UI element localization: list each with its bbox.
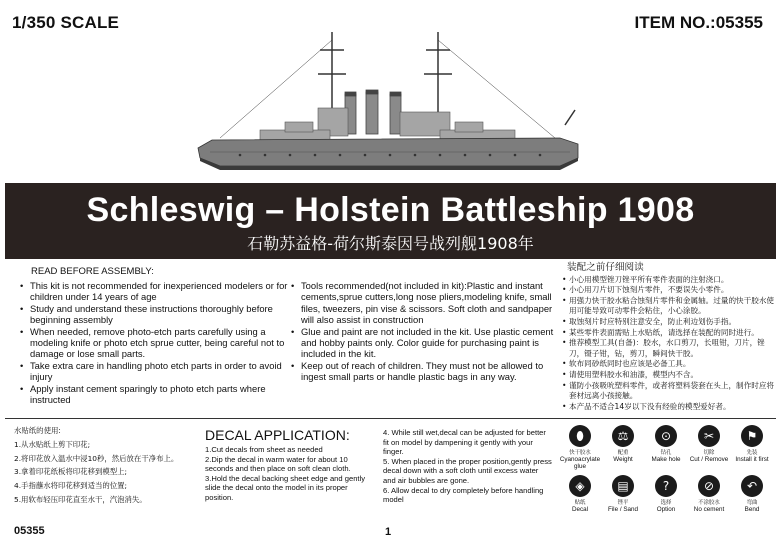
item-number: ITEM NO.:05355 xyxy=(634,13,763,32)
legend-cut xyxy=(687,425,731,463)
cement-icon: ⬮ xyxy=(569,425,591,447)
instruction-item: • Apply instant cement sparingly to photo etch parts where instructed xyxy=(18,383,288,406)
decal-step: 1.Cut decals from sheet as needed xyxy=(205,445,323,454)
legend-en: Option xyxy=(656,506,676,513)
read-before-header: READ BEFORE ASSEMBLY: xyxy=(31,266,154,277)
legend-cn: 贴纸 xyxy=(574,500,586,506)
chinese-notes-header: 装配之前仔细阅读 xyxy=(567,262,644,273)
decal-icon: ◈ xyxy=(569,475,591,497)
page-number: 1 xyxy=(385,526,392,538)
chinese-note-item: • 软布同砂纸同时也应该是必备工具。 xyxy=(561,359,779,370)
title-chinese: 石勒苏益格-荷尔斯泰因号战列舰1908年 xyxy=(247,234,534,253)
legend-weight xyxy=(601,425,645,463)
title-english: Schleswig – Holstein Battleship 1908 xyxy=(86,191,695,229)
instruction-item: • This kit is not recommended for inexperienced modelers or for children under 14 years of age xyxy=(18,280,288,303)
option-icon: ? xyxy=(655,475,677,497)
instruction-item: • Study and understand these instructions thoroughly before beginning assembly xyxy=(18,303,288,326)
decal-step: 6. Allow decal to dry completely before handling model xyxy=(383,485,544,505)
ship-hull xyxy=(198,138,578,170)
chinese-note-item: • 本产品不适合14岁以下没有经验的模型爱好者。 xyxy=(561,402,779,413)
legend-en: Cut / Remove xyxy=(689,456,729,463)
legend-file xyxy=(601,475,645,513)
chinese-note-item: • 小心用刀片切下蚀刻片零件，不要误失小零件。 xyxy=(561,285,779,296)
bend-icon: ↶ xyxy=(741,475,763,497)
legend-decal xyxy=(558,475,602,513)
legend-no-cement xyxy=(687,475,731,513)
weight-icon: ⚖ xyxy=(612,425,634,447)
file-icon: ▤ xyxy=(612,475,634,497)
legend-en: Cyanoacrylate glue xyxy=(559,456,601,470)
instruction-list-right xyxy=(289,280,557,383)
decal-step: 4. While still wet,decal can be adjusted for better fit on model by dampening it gently with your finger. xyxy=(383,428,546,457)
chinese-decal-step: 2.将印花放入温水中浸10秒，然后放在干净布上。 xyxy=(14,453,179,463)
legend-option xyxy=(644,475,688,513)
chinese-notes xyxy=(561,263,779,412)
chinese-note-item: • 用强力快干胶水粘合蚀刻片零件和金属轴。过量的快干胶水使用可能导致可动零件会粘住，小心涂胶。 xyxy=(561,296,779,317)
section-divider xyxy=(5,418,776,419)
chinese-note-item: • 请使用塑料胶水和油漆，模型内不含。 xyxy=(561,370,779,381)
instruction-item: • Glue and paint are not included in the kit. Use plastic cement and hobby paints only. Color guide for purchasing paint is included in the kit. xyxy=(289,326,557,360)
legend-cn: 切除 xyxy=(703,450,715,456)
symbol-legend xyxy=(558,425,776,520)
legend-en: Bend xyxy=(744,506,760,513)
chinese-note-item: • 推荐模型工具(自备)：胶水，水口剪刀，长咀钳，刀片，锉刀，镊子钳，钻，剪刀，瞬间快干胶。 xyxy=(561,338,779,359)
decal-step: 5. When placed in the proper position,gently press decal down with a soft cloth until excess water and air bubbles are gone. xyxy=(383,456,552,485)
legend-cn: 锉平 xyxy=(617,500,629,506)
scale-label: 1/350 SCALE xyxy=(12,13,120,32)
drill-icon: ⊙ xyxy=(655,425,677,447)
install-icon: ⚑ xyxy=(741,425,763,447)
instruction-item: • When needed, remove photo-etch parts carefully using a modeling knife or photo etch sprue cutter, being careful not to damage or lose small parts. xyxy=(18,326,288,360)
ship-funnels xyxy=(345,90,401,134)
legend-cn: 先装 xyxy=(746,450,758,456)
decal-steps-right xyxy=(383,428,553,505)
no-cement-icon: ⊘ xyxy=(698,475,720,497)
instruction-item: • Take extra care in handling photo etch parts in order to avoid injury xyxy=(18,360,288,383)
instruction-list-left xyxy=(18,280,288,405)
battleship-illustration xyxy=(0,30,781,185)
legend-en: Decal xyxy=(571,506,589,513)
decal-step: 2.Dip the decal in warm water for about 10 seconds and then place on soft clean cloth. xyxy=(205,454,351,474)
legend-en: No cement xyxy=(693,506,725,513)
instruction-item: • Tools recommended(not included in kit):Plastic and instant cements,sprue cutters,long nose pliers,modeling knife, small files, tweezers, pin vise & scissors. Soft cloth and sandpaper will also assist in construction xyxy=(289,280,557,326)
chinese-note-item: • 谨防小孩吸吮塑料零件，或者将塑料袋套在头上，制作时应将套材远离小孩接触。 xyxy=(561,381,779,402)
chinese-decal-header: 水贴纸的使用: xyxy=(14,426,61,435)
chinese-decal-instructions xyxy=(14,424,204,507)
legend-bend xyxy=(730,475,774,513)
legend-en: Make hole xyxy=(651,456,681,463)
legend-cement xyxy=(558,425,602,470)
legend-en: Install it first xyxy=(735,456,769,463)
decal-application-title: DECAL APPLICATION: xyxy=(205,427,350,443)
legend-cn: 钻孔 xyxy=(660,450,672,456)
chinese-note-item: • 某些零件表面需贴上水贴纸，请选择在装配的同时进行。 xyxy=(561,328,779,339)
chinese-note-item: • 取蚀刻片时应特别注意安全，防止利边划伤手指。 xyxy=(561,317,779,328)
chinese-decal-step: 4.手指蘸水将印花移到适当的位置; xyxy=(14,481,128,491)
legend-cn: 弯曲 xyxy=(746,500,758,506)
legend-drill xyxy=(644,425,688,463)
legend-en: File / Sand xyxy=(607,506,639,513)
chinese-decal-step: 1.从水贴纸上剪下印花; xyxy=(14,439,91,449)
legend-en: Weight xyxy=(613,456,633,463)
legend-cn: 不涂胶水 xyxy=(698,500,720,506)
cut-icon: ✂ xyxy=(698,425,720,447)
footer-item-code: 05355 xyxy=(14,525,45,537)
chinese-decal-step: 5.用软布轻压印花直至水干，汽泡消失。 xyxy=(14,494,147,504)
legend-cn: 配重 xyxy=(617,450,629,456)
decal-steps-left xyxy=(205,445,370,503)
legend-cn: 选择 xyxy=(660,500,672,506)
chinese-decal-step: 3.拿着印花纸板将印花移到模型上; xyxy=(14,467,128,477)
legend-install xyxy=(730,425,774,463)
chinese-note-item: • 小心用模型锉刀锉平所有零件表面的注射浇口。 xyxy=(561,275,779,286)
legend-cn: 快干胶水 xyxy=(569,450,591,456)
instruction-item: • Keep out of reach of children. They must not be allowed to ingest small parts or handle plastic bags in any way. xyxy=(289,360,557,383)
title-banner xyxy=(5,183,776,259)
decal-step: 3.Hold the decal backing sheet edge and gently slide the decal onto the model in its proper position. xyxy=(205,473,366,502)
